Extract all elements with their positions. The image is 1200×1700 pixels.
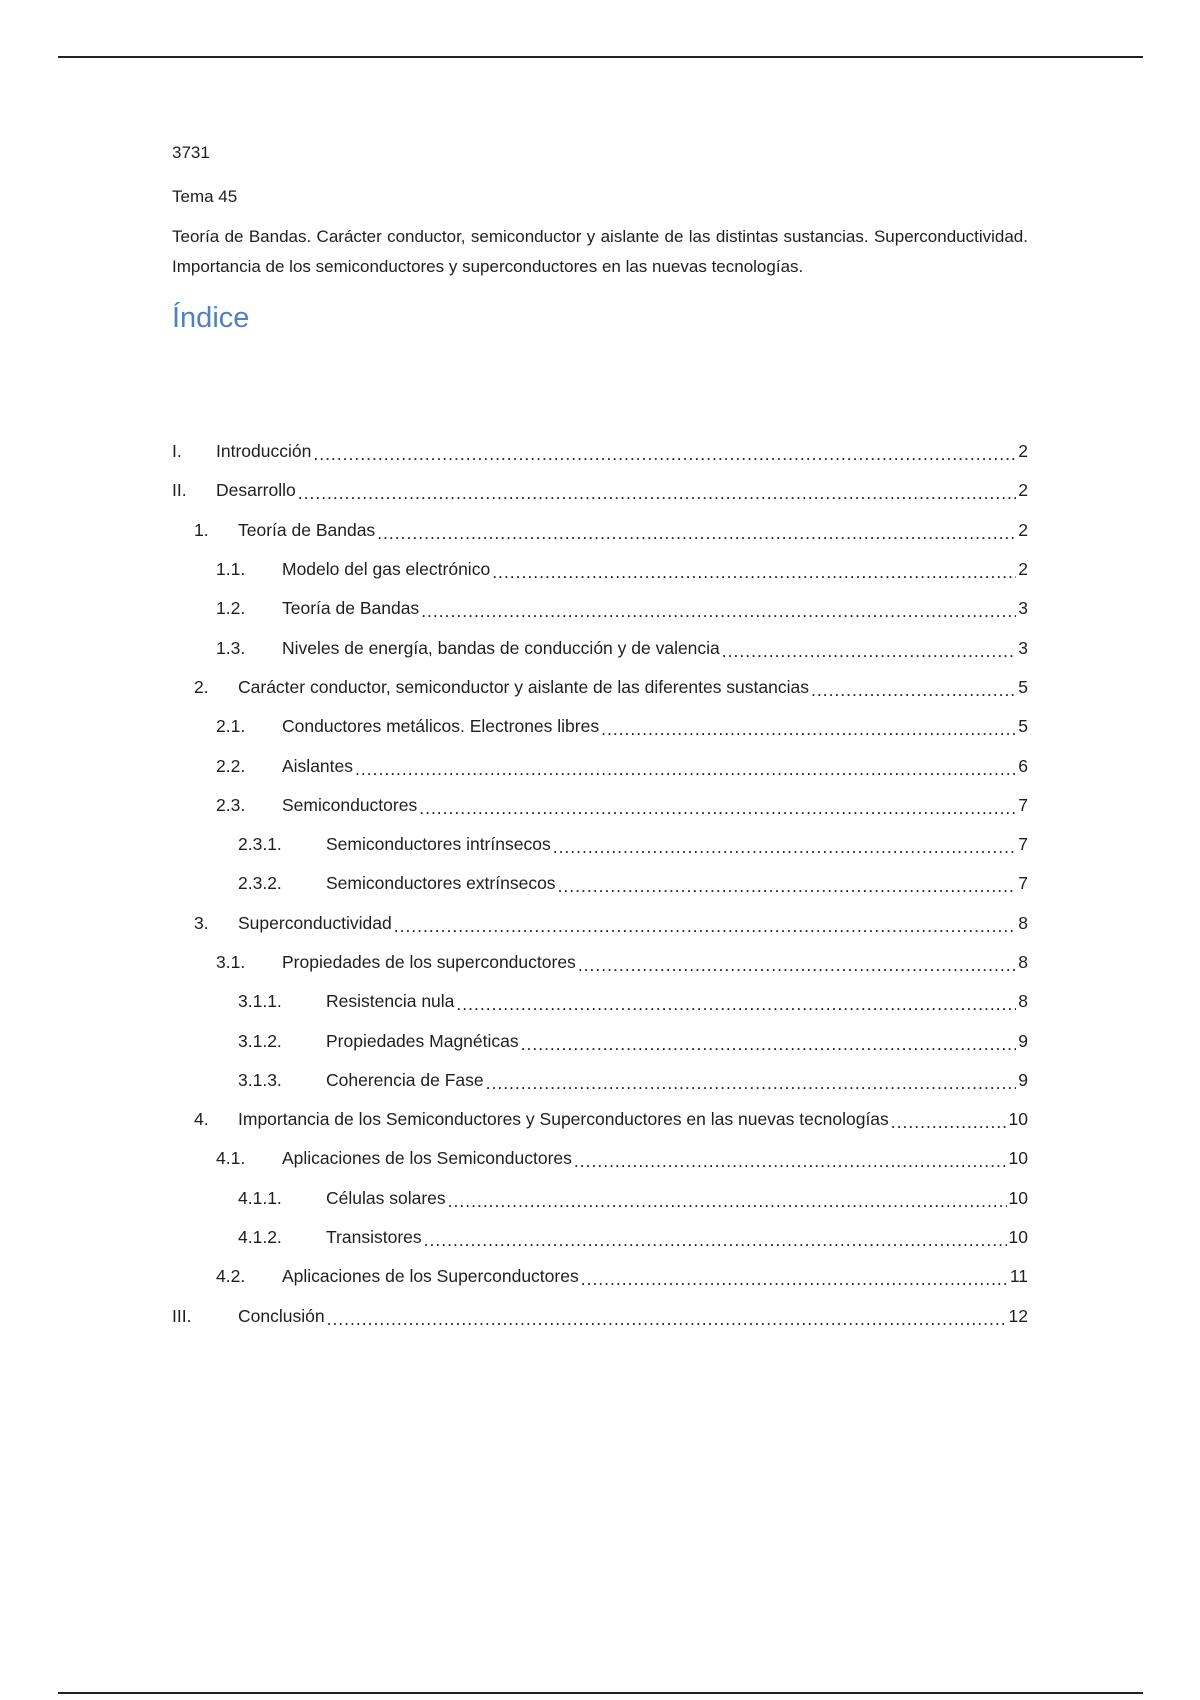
toc-leader	[394, 916, 1017, 937]
toc-entry-1-1[interactable]	[172, 550, 1028, 589]
toc-entry-3-1[interactable]	[172, 943, 1028, 982]
toc-number: 4.1.	[216, 1148, 246, 1169]
toc-number: I.	[172, 441, 182, 462]
toc-leader	[558, 876, 1017, 897]
toc-title: Propiedades de los superconductores	[282, 952, 576, 972]
toc-number: III.	[172, 1305, 192, 1326]
toc-title: Introducción	[216, 441, 312, 462]
toc-title: Aplicaciones de los Superconductores	[282, 1266, 579, 1287]
tema-subject: Teoría de Bandas. Carácter conductor, semiconductor y aislante de las distintas sustancias. Superconductividad. Importancia de los semiconductores y superconductores en las nuevas tecnologías.	[172, 227, 1028, 276]
toc-entry-teoria-de-bandas[interactable]	[172, 511, 1028, 550]
toc-leader	[578, 955, 1016, 976]
toc-leader	[601, 719, 1016, 740]
toc-title: Niveles de energía, bandas de conducción y de valencia	[282, 637, 720, 658]
toc-entry-desarrollo[interactable]	[172, 471, 1028, 510]
toc-number: 3.	[194, 912, 209, 933]
toc-title: Importancia de los Semiconductores y Superconductores en las nuevas tecnologías	[238, 1109, 889, 1130]
toc-entry-4-2[interactable]	[172, 1257, 1028, 1296]
toc-leader	[327, 1309, 1007, 1330]
toc-leader	[421, 601, 1016, 622]
toc-entry-introduccion[interactable]	[172, 432, 1028, 471]
toc-title: Coherencia de Fase	[326, 1069, 484, 1090]
toc-entry-4-1-2[interactable]	[172, 1218, 1028, 1257]
toc-number: 4.1.2.	[238, 1227, 282, 1248]
toc-number: 2.3.1.	[238, 834, 282, 855]
toc-page-number: 3	[1018, 598, 1028, 619]
toc-page-number: 2	[1018, 441, 1028, 462]
toc-leader	[811, 680, 1016, 701]
toc-entry-conclusion[interactable]	[172, 1297, 1028, 1336]
toc-number: 1.1.	[216, 559, 246, 580]
toc-page-number: 10	[1008, 1148, 1028, 1169]
toc-title: Semiconductores	[282, 794, 418, 815]
toc-page-number: 8	[1018, 912, 1028, 933]
toc-entry-1-3[interactable]	[172, 628, 1028, 667]
toc-title: Aislantes	[282, 755, 354, 776]
toc-title: Resistencia nula	[326, 991, 455, 1012]
toc-number: 2.1.	[216, 716, 246, 737]
toc-leader	[891, 1112, 1007, 1133]
toc-number: II.	[172, 480, 187, 501]
toc-leader	[492, 562, 1016, 583]
toc-title: Conclusión	[238, 1305, 325, 1326]
toc-entry-2-3-1[interactable]	[172, 825, 1028, 864]
toc-number: 2.	[194, 676, 209, 697]
toc-page-number: 7	[1018, 794, 1028, 815]
toc-entry-2-3-2[interactable]	[172, 864, 1028, 903]
toc-title: Modelo del gas electrónico	[282, 559, 491, 580]
toc-number: 3.1.1.	[238, 991, 282, 1012]
document-header	[172, 142, 1028, 336]
toc-entry-3-1-2[interactable]	[172, 1021, 1028, 1060]
footer-rule	[58, 1692, 1143, 1694]
toc-page-number: 7	[1018, 834, 1028, 855]
toc-entry-3-1-3[interactable]	[172, 1061, 1028, 1100]
toc-page-number: 10	[1008, 1109, 1028, 1130]
toc-title: Semiconductores extrínsecos	[326, 873, 556, 894]
table-of-contents	[172, 432, 1028, 1336]
toc-title: Transistores	[326, 1227, 422, 1248]
toc-page-number: 5	[1018, 716, 1028, 737]
toc-page-number: 3	[1018, 637, 1028, 658]
toc-title: Teoría de Bandas	[238, 519, 376, 540]
toc-title: Propiedades Magnéticas	[326, 1030, 519, 1051]
toc-number: 3.1.2.	[238, 1030, 282, 1051]
toc-leader	[553, 837, 1017, 858]
toc-page-number: 2	[1018, 519, 1028, 540]
toc-leader	[456, 994, 1016, 1015]
toc-entry-2[interactable]	[172, 668, 1028, 707]
toc-page-number: 9	[1018, 1030, 1028, 1051]
toc-leader	[574, 1151, 1007, 1172]
toc-leader	[581, 1269, 1008, 1290]
toc-entry-3[interactable]	[172, 904, 1028, 943]
toc-number: 2.3.2.	[238, 873, 282, 894]
toc-number: 4.2.	[216, 1266, 246, 1287]
toc-entry-4-1[interactable]	[172, 1139, 1028, 1178]
toc-page-number: 9	[1018, 1069, 1028, 1090]
toc-entry-2-2[interactable]	[172, 746, 1028, 785]
toc-leader	[722, 641, 1016, 662]
toc-page-number: 10	[1008, 1187, 1028, 1208]
toc-entry-2-3[interactable]	[172, 786, 1028, 825]
toc-leader	[298, 483, 1017, 504]
toc-title: Desarrollo	[216, 480, 296, 501]
toc-number: 1.3.	[216, 637, 246, 658]
toc-page-number: 6	[1018, 755, 1028, 776]
toc-page-number: 2	[1018, 559, 1028, 580]
toc-page-number: 11	[1009, 1266, 1028, 1287]
toc-page-number: 2	[1018, 480, 1028, 501]
toc-entry-3-1-1[interactable]	[172, 982, 1028, 1021]
toc-leader	[521, 1034, 1017, 1055]
toc-title: Conductores metálicos. Electrones libres	[282, 716, 600, 737]
toc-leader	[486, 1073, 1017, 1094]
toc-page-number: 8	[1018, 952, 1028, 972]
toc-leader	[377, 523, 1016, 544]
toc-title: Teoría de Bandas	[282, 598, 420, 619]
toc-title: Carácter conductor, semiconductor y aislante de las diferentes sustancias	[238, 676, 809, 697]
toc-number: 1.	[194, 519, 209, 540]
header-rule	[58, 56, 1143, 58]
document-code: 3731	[172, 143, 210, 162]
toc-leader	[448, 1191, 1007, 1212]
index-heading: Índice	[172, 302, 250, 334]
toc-page-number: 5	[1018, 676, 1028, 697]
toc-number: 2.3.	[216, 794, 246, 815]
toc-entry-4-1-1[interactable]	[172, 1179, 1028, 1218]
tema-title: Tema 45	[172, 187, 238, 206]
toc-number: 3.1.	[216, 952, 246, 972]
toc-entry-2-1[interactable]	[172, 707, 1028, 746]
toc-number: 2.2.	[216, 755, 246, 776]
toc-number: 4.	[194, 1109, 209, 1130]
toc-title: Semiconductores intrínsecos	[326, 834, 551, 855]
toc-leader	[419, 798, 1016, 819]
toc-leader	[424, 1230, 1007, 1251]
toc-number: 1.2.	[216, 598, 246, 619]
toc-leader	[355, 759, 1016, 780]
toc-page-number: 8	[1018, 991, 1028, 1012]
toc-title: Superconductividad	[238, 912, 392, 933]
toc-entry-4[interactable]	[172, 1100, 1028, 1139]
toc-number: 3.1.3.	[238, 1069, 282, 1090]
toc-page-number: 10	[1008, 1227, 1028, 1248]
toc-title: Células solares	[326, 1187, 446, 1208]
toc-entry-1-2[interactable]	[172, 589, 1028, 628]
toc-title: Aplicaciones de los Semiconductores	[282, 1148, 572, 1169]
toc-number: 4.1.1.	[238, 1187, 282, 1208]
toc-leader	[313, 444, 1016, 465]
toc-page-number: 7	[1018, 873, 1028, 894]
toc-page-number: 12	[1008, 1305, 1028, 1326]
